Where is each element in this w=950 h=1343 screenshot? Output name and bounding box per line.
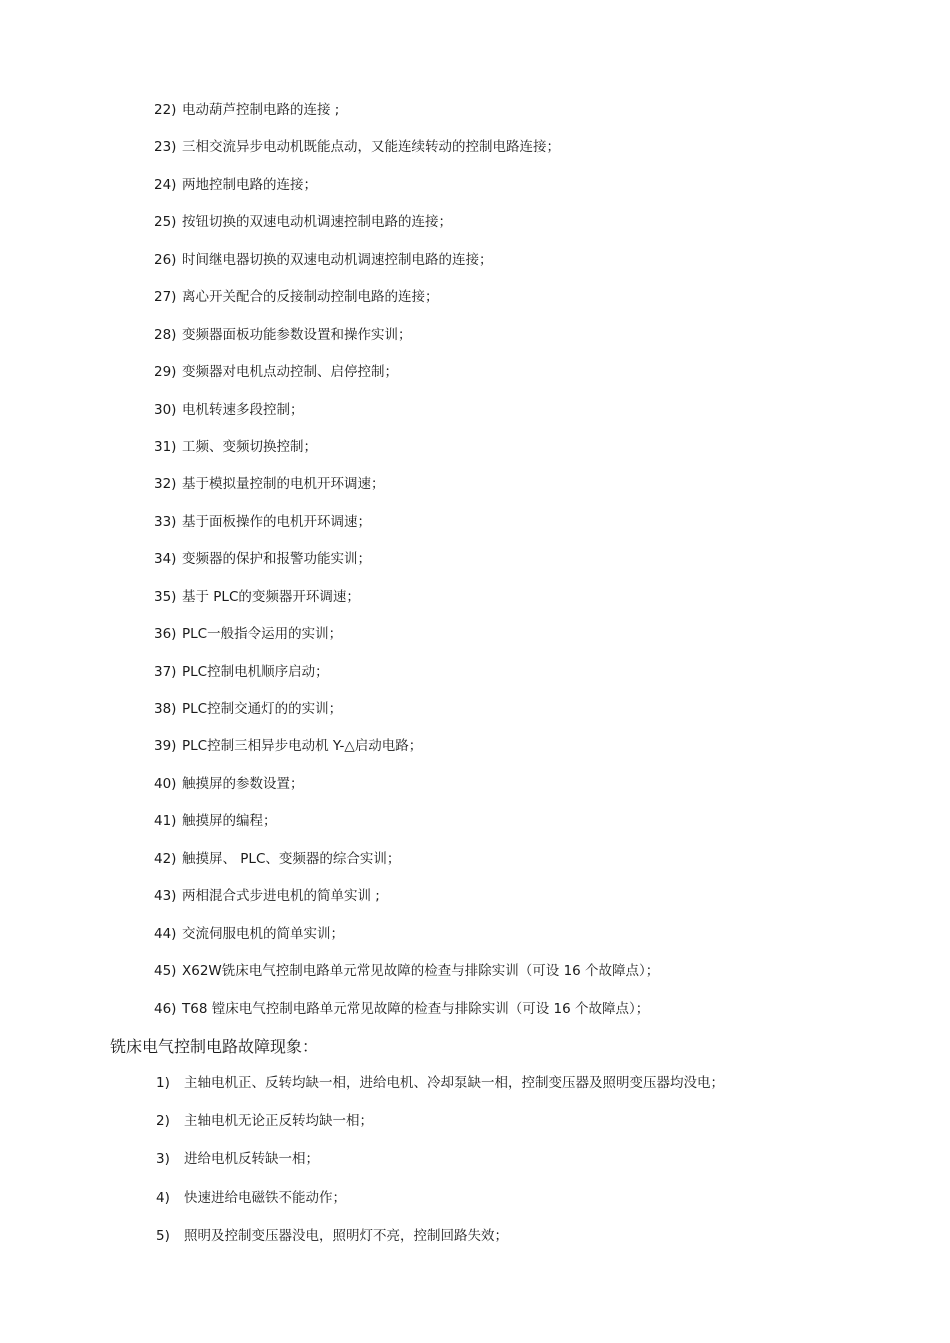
list-item [154, 250, 659, 287]
item-text: 触摸屏的编程； [182, 813, 277, 830]
item-text: T68 镗床电气控制电路单元常见故障的检查与排除实训（可设 16 个故障点）； [182, 1000, 650, 1017]
list-item [154, 811, 659, 848]
item-number: 31) [154, 438, 177, 455]
list-item [154, 624, 659, 661]
list-item [154, 474, 659, 511]
item-text: 电动葫芦控制电路的连接 ; [182, 102, 340, 118]
item-text: PLC控制电机顺序启动； [182, 663, 329, 680]
item-number: 35) [154, 588, 177, 605]
item-number: 38) [154, 701, 177, 717]
list-item [156, 1073, 724, 1111]
item-number: 28) [154, 326, 177, 343]
item-text: 快速进给电磁铁不能动作； [184, 1189, 346, 1206]
item-text: 变频器对电机点动控制、启停控制； [182, 364, 398, 381]
item-number: 3) [156, 1151, 170, 1168]
list-item [154, 961, 659, 998]
item-text: 三相交流异步电动机既能点动，又能连续转动的控制电路连接； [182, 139, 560, 156]
item-text: 进给电机反转缺一相； [184, 1151, 319, 1168]
list-item [156, 1111, 724, 1149]
item-text: X62W铣床电气控制电路单元常见故障的检查与排除实训（可设 16 个故障点）； [182, 963, 660, 980]
item-number: 1) [156, 1075, 170, 1091]
item-text: 变频器面板功能参数设置和操作实训； [182, 326, 412, 343]
list-item [154, 212, 659, 249]
list-item [156, 1188, 724, 1226]
list-item [154, 175, 659, 212]
list-item [154, 100, 659, 137]
item-number: 24) [154, 176, 177, 193]
list-item [154, 400, 659, 437]
item-text: 照明及控制变压器没电，照明灯不亮，控制回路失效； [184, 1227, 508, 1244]
item-number: 30) [154, 401, 177, 418]
item-text: 触摸屏、 PLC、变频器的综合实训； [182, 850, 401, 867]
list-item [154, 549, 659, 586]
item-text: 离心开关配合的反接制动控制电路的连接； [182, 289, 439, 306]
item-number: 29) [154, 364, 177, 381]
list-item [154, 137, 659, 174]
item-text: 主轴电机正、反转均缺一相，进给电机、冷却泵缺一相，控制变压器及照明变压器均没电； [184, 1075, 724, 1091]
item-text: 主轴电机无论正反转均缺一相； [184, 1113, 373, 1130]
item-number: 27) [154, 289, 177, 306]
item-text: 基于面板操作的电机开环调速； [182, 513, 371, 530]
item-text: 两地控制电路的连接； [182, 176, 317, 193]
list-item [154, 886, 659, 923]
list-item [154, 512, 659, 549]
list-item [154, 999, 659, 1036]
item-text: 交流伺服电机的简单实训； [182, 925, 344, 942]
list-item [154, 849, 659, 886]
list-item [154, 699, 659, 736]
training-items-list [154, 100, 659, 1036]
list-item [154, 325, 659, 362]
item-text: 触摸屏的参数设置； [182, 775, 304, 792]
item-number: 37) [154, 663, 177, 680]
item-number: 26) [154, 251, 177, 268]
item-number: 41) [154, 813, 177, 830]
item-text: 两相混合式步进电机的简单实训 ; [182, 888, 380, 905]
list-item [154, 774, 659, 811]
item-number: 22) [154, 102, 177, 118]
item-number: 2) [156, 1113, 170, 1130]
item-number: 34) [154, 551, 177, 568]
item-number: 42) [154, 850, 177, 867]
item-number: 46) [154, 1000, 177, 1017]
item-text: 工频、变频切换控制； [182, 438, 317, 455]
list-item [154, 662, 659, 699]
item-number: 33) [154, 513, 177, 530]
item-number: 36) [154, 626, 177, 643]
item-text: PLC控制交通灯的的实训； [182, 701, 343, 717]
section-heading: 铣床电气控制电路故障现象： [110, 1037, 319, 1056]
item-number: 45) [154, 963, 177, 980]
list-item [154, 362, 659, 399]
item-text: PLC控制三相异步电动机 Y-△启动电路； [182, 738, 423, 755]
item-number: 40) [154, 775, 177, 792]
item-text: 电机转速多段控制； [182, 401, 304, 418]
item-text: PLC一般指令运用的实训； [182, 626, 343, 643]
item-number: 44) [154, 925, 177, 942]
item-number: 4) [156, 1189, 170, 1206]
list-item [154, 587, 659, 624]
list-item [154, 287, 659, 324]
item-text: 变频器的保护和报警功能实训； [182, 551, 371, 568]
item-number: 32) [154, 476, 177, 493]
item-number: 23) [154, 139, 177, 156]
item-number: 5) [156, 1227, 170, 1244]
list-item [154, 924, 659, 961]
list-item [154, 736, 659, 773]
item-number: 39) [154, 738, 177, 755]
item-number: 25) [154, 214, 177, 231]
item-text: 时间继电器切换的双速电动机调速控制电路的连接； [182, 251, 493, 268]
item-text: 基于 PLC的变频器开环调速； [182, 588, 360, 605]
list-item [154, 437, 659, 474]
list-item [156, 1226, 724, 1264]
item-text: 按钮切换的双速电动机调速控制电路的连接； [182, 214, 452, 231]
fault-phenomena-list [156, 1073, 724, 1264]
item-number: 43) [154, 888, 177, 905]
item-text: 基于模拟量控制的电机开环调速； [182, 476, 385, 493]
list-item [156, 1149, 724, 1187]
